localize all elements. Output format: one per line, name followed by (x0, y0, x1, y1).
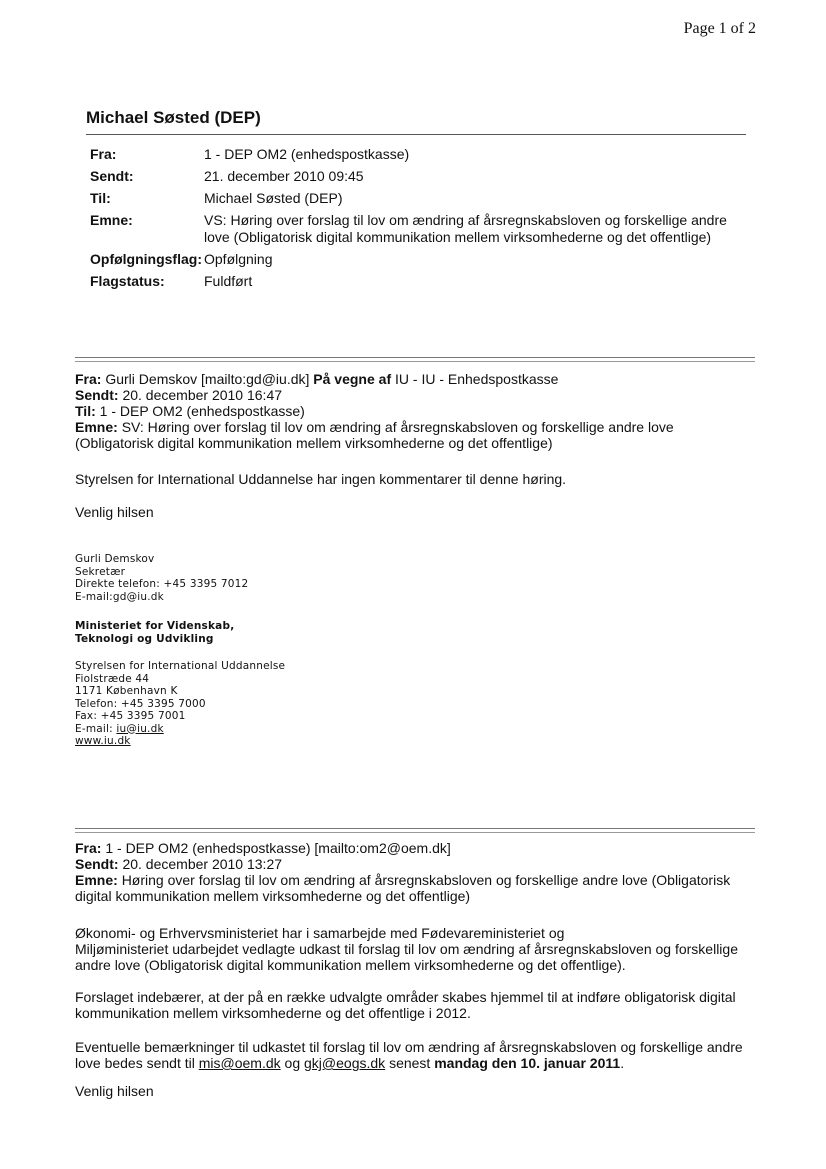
header-row-emne (90, 212, 750, 251)
sig-email2-link[interactable]: iu@iu.dk (116, 722, 164, 735)
sig-email2-line (75, 723, 285, 736)
mail2-p3-line2 (75, 1055, 765, 1071)
mail1-body: Styrelsen for International Uddannelse har ingen kommentarer til denne høring. (75, 471, 567, 487)
header-row-flag (90, 251, 750, 273)
page-number: Page 1 of 2 (683, 20, 756, 37)
mail2-emne-value-line1: Høring over forslag til lov om ændring af årsregnskabsloven og forskellige andre love (Obligatorisk (121, 872, 731, 888)
mail2-header (75, 840, 765, 904)
sig-web-link[interactable]: www.iu.dk (75, 735, 131, 747)
sig-name: Gurli Demskov (75, 553, 155, 565)
emne-label: Emne: (90, 212, 133, 228)
header-divider (86, 134, 746, 135)
mail1-divider (75, 357, 755, 362)
header-row-sendt (90, 168, 750, 190)
header-row-til (90, 190, 750, 212)
mail2-divider (75, 828, 755, 833)
emne-value (204, 212, 750, 251)
mail2-sendt-label: Sendt: (75, 856, 119, 872)
header-row-fra (90, 146, 750, 168)
flag-value: Opfølgning (204, 251, 273, 267)
mail1-signature-address (75, 660, 285, 748)
sender-name-heading: Michael Søsted (DEP) (86, 108, 261, 127)
mail2-emne-line (75, 872, 765, 888)
mail1-paa-vegne-label: På vegne af (313, 371, 392, 387)
mail2-p1-line3: andre love (Obligatorisk digital kommunikation mellem virksomhederne og det offentlige). (75, 957, 626, 973)
sendt-value: 21. december 2010 09:45 (204, 168, 364, 184)
sig-org: Styrelsen for International Uddannelse (75, 660, 286, 672)
mail1-signature-ministry (75, 620, 234, 645)
til-label: Til: (90, 190, 111, 206)
gkj-email-link[interactable]: gkj@eogs.dk (304, 1055, 386, 1071)
mail1-til-line (75, 403, 765, 419)
mail1-emne-label: Emne: (75, 419, 118, 435)
mail2-p1-line1: Økonomi- og Erhvervsministeriet har i samarbejde med Fødevareministeriet og (75, 925, 565, 941)
mail1-til-value: 1 - DEP OM2 (enhedspostkasse) (99, 403, 305, 419)
mail1-header (75, 371, 765, 451)
mail2-deadline: mandag den 10. januar 2011 (434, 1055, 621, 1071)
mail2-p3-text-a: love bedes sendt til (75, 1055, 195, 1071)
mail1-fra-line (75, 371, 765, 387)
mail1-fra-label: Fra: (75, 371, 102, 387)
sig-telefon: Telefon: +45 3395 7000 (75, 697, 206, 710)
mail2-emne-line2: digital kommunikation mellem virksomhederne og det offentlige) (75, 888, 471, 904)
flag-label: Opfølgningsflag: (90, 251, 202, 267)
mail2-p2-line1: Forslaget indebærer, at der på en række udvalgte områder skabes hjemmel til at indføre obligatorisk digital (75, 989, 736, 1005)
sig-fax: Fax: +45 3395 7001 (75, 710, 186, 722)
header-row-flagstatus (90, 273, 750, 290)
sig-phone: Direkte telefon: +45 3395 7012 (75, 578, 249, 590)
flagstatus-label: Flagstatus: (90, 273, 165, 289)
mail1-fra-value: Gurli Demskov [mailto:gd@iu.dk] (105, 371, 310, 387)
mail2-p3-text-c: senest (389, 1055, 431, 1071)
mail2-paragraph-1 (75, 925, 765, 973)
mail1-sendt-value: 20. december 2010 16:47 (122, 387, 283, 403)
mail2-paragraph-2 (75, 989, 765, 1021)
mail2-p1-line2: Miljøministeriet udarbejdet vedlagte udkast til forslag til lov om ændring af årsregnskabsloven og forskellige (75, 941, 738, 957)
mail2-p3-line1: Eventuelle bemærkninger til udkastet til forslag til lov om ændring af årsregnskabsloven og forskellige andre (75, 1039, 743, 1055)
fra-value: 1 - DEP OM2 (enhedspostkasse) (204, 146, 410, 162)
emne-value-line2: love (Obligatorisk digital kommunikation mellem virksomhederne og det offentlige) (204, 229, 712, 245)
sig-city: 1171 København K (75, 685, 178, 697)
mail2-fra-label: Fra: (75, 840, 102, 856)
mail1-paa-vegne-value: IU - IU - Enhedspostkasse (395, 371, 559, 387)
sig-title: Sekretær (75, 565, 126, 578)
sig-ministry-line1: Ministeriet for Videnskab, (75, 620, 235, 632)
mail2-sendt-line (75, 856, 765, 872)
mail1-sendt-label: Sendt: (75, 387, 119, 403)
emne-value-line1: VS: Høring over forslag til lov om ændring af årsregnskabsloven og forskellige andre (204, 212, 727, 228)
mail2-fra-line (75, 840, 765, 856)
fra-label: Fra: (90, 146, 117, 162)
header-fields (90, 146, 750, 290)
sig-ministry-line2: Teknologi og Udvikling (75, 632, 214, 645)
sig-email: E-mail:gd@iu.dk (75, 590, 164, 603)
mail1-greeting: Venlig hilsen (75, 504, 154, 520)
mail1-emne-line2: (Obligatorisk digital kommunikation mellem virksomhederne og det offentlige) (75, 435, 553, 451)
mail2-sendt-value: 20. december 2010 13:27 (122, 856, 283, 872)
mail2-greeting: Venlig hilsen (75, 1083, 154, 1099)
mail2-fra-value: 1 - DEP OM2 (enhedspostkasse) [mailto:om2@oem.dk] (105, 840, 451, 856)
mail1-til-label: Til: (75, 403, 96, 419)
mail2-emne-label: Emne: (75, 872, 118, 888)
sig-email2-label: E-mail: (75, 722, 113, 735)
mail1-emne-value-line1: SV: Høring over forslag til lov om ændring af årsregnskabsloven og forskellige andre love (121, 419, 674, 435)
mail1-signature-contact (75, 553, 248, 603)
mis-email-link[interactable]: mis@oem.dk (198, 1055, 281, 1071)
mail2-p2-line2: kommunikation mellem virksomhederne og det offentlige i 2012. (75, 1005, 471, 1021)
flagstatus-value: Fuldført (204, 273, 253, 289)
mail2-p3-end: . (620, 1055, 625, 1071)
mail2-paragraph-3 (75, 1039, 765, 1071)
sendt-label: Sendt: (90, 168, 134, 184)
til-value: Michael Søsted (DEP) (204, 190, 343, 206)
mail1-sendt-line (75, 387, 765, 403)
mail1-emne-line (75, 419, 765, 435)
mail2-p3-text-b: og (284, 1055, 301, 1071)
sig-street: Fiolstræde 44 (75, 672, 150, 685)
